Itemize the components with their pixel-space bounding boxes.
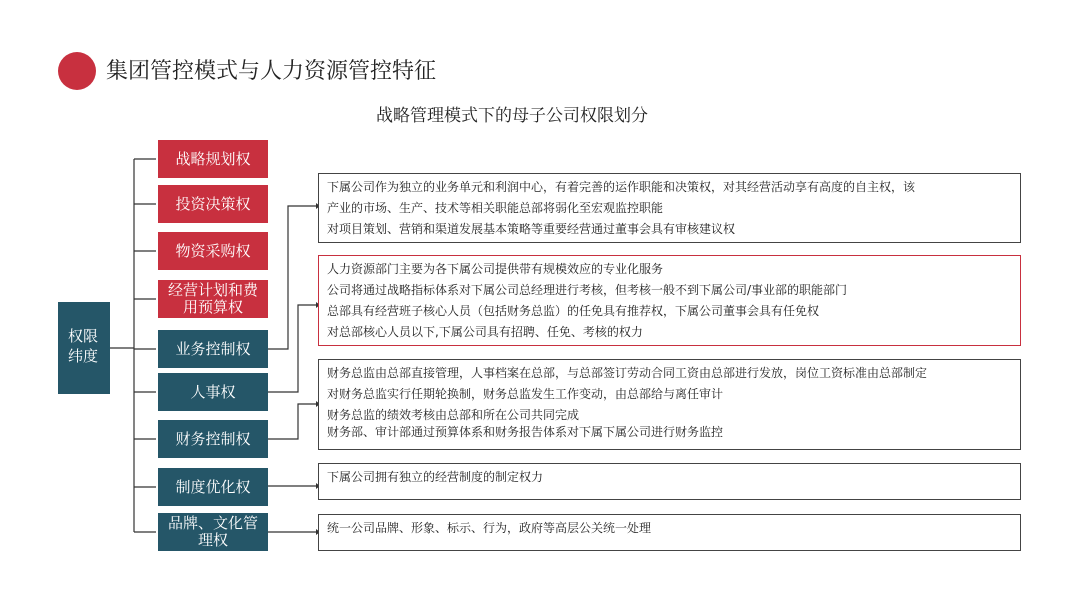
description-financial-control [318,359,1021,450]
description-brand-culture [318,514,1021,551]
category-strategy-planning [158,140,268,178]
description-line: 对财务总监实行任期轮换制，财务总监发生工作变动，由总部给与离任审计 [327,387,724,401]
description-line: 对总部核心人员以下,下属公司具有招聘、任免、考核的权力 [327,325,643,339]
category-label: 制度优化权 [175,477,251,496]
category-brand-culture [158,513,268,551]
category-label: 品牌、文化管理权 [167,514,258,549]
description-line: 总部具有经营班子核心人员（包括财务总监）的任免具有推荐权，下属公司董事会具有任免权 [327,304,820,318]
description-line: 对项目策划、营销和渠道发展基本策略等重要经营通过董事会具有审核建议权 [327,222,736,236]
description-personnel [318,255,1021,346]
root-label-line1: 权限 [68,327,99,345]
category-personnel [158,373,268,411]
description-line: 财务部、审计部通过预算体系和财务报告体系对下属下属公司进行财务监控 [327,425,724,439]
description-line: 公司将通过战略指标体系对下属公司总经理进行考核，但考核一般不到下属公司/事业部的职能部门 [327,283,848,297]
category-business-control [158,330,268,368]
description-system-optimization [318,463,1021,500]
category-label: 投资决策权 [175,194,251,213]
category-investment-decision [158,185,268,223]
category-material-procurement [158,232,268,270]
category-label: 战略规划权 [175,149,251,168]
description-line: 统一公司品牌、形象、标示、行为，政府等高层公关统一处理 [327,521,652,535]
diagram-title: 战略管理模式下的母子公司权限划分 [376,106,648,126]
category-label: 经营计划和费用预算权 [167,281,258,316]
link-business-desc [268,206,316,349]
link-finance-desc [268,404,316,439]
category-label: 物资采购权 [175,241,251,260]
description-business-control [318,173,1021,243]
description-line: 下属公司作为独立的业务单元和利润中心，有着完善的运作职能和决策权，对其经营活动享有高度的自主权，该 [327,180,916,194]
description-line: 产业的市场、生产、技术等相关职能总部将弱化至宏观监控职能 [327,201,664,215]
root-node-permission-dimension [58,302,110,394]
category-label: 业务控制权 [175,339,251,358]
description-line: 财务总监由总部直接管理，人事档案在总部，与总部签订劳动合同工资由总部进行发放，岗位工资标准由总部制定 [327,366,928,380]
description-line: 人力资源部门主要为各下属公司提供带有规模效应的专业化服务 [327,262,664,276]
category-label: 人事权 [190,382,236,401]
page-title: 集团管控模式与人力资源管控特征 [106,59,437,84]
category-system-optimization [158,468,268,506]
root-label-line2: 纬度 [68,347,99,365]
category-financial-control [158,420,268,458]
category-budget-planning [158,280,268,318]
description-line: 下属公司拥有独立的经营制度的制定权力 [327,470,544,484]
description-line: 财务总监的绩效考核由总部和所在公司共同完成 [327,408,580,422]
category-label: 财务控制权 [175,429,251,448]
